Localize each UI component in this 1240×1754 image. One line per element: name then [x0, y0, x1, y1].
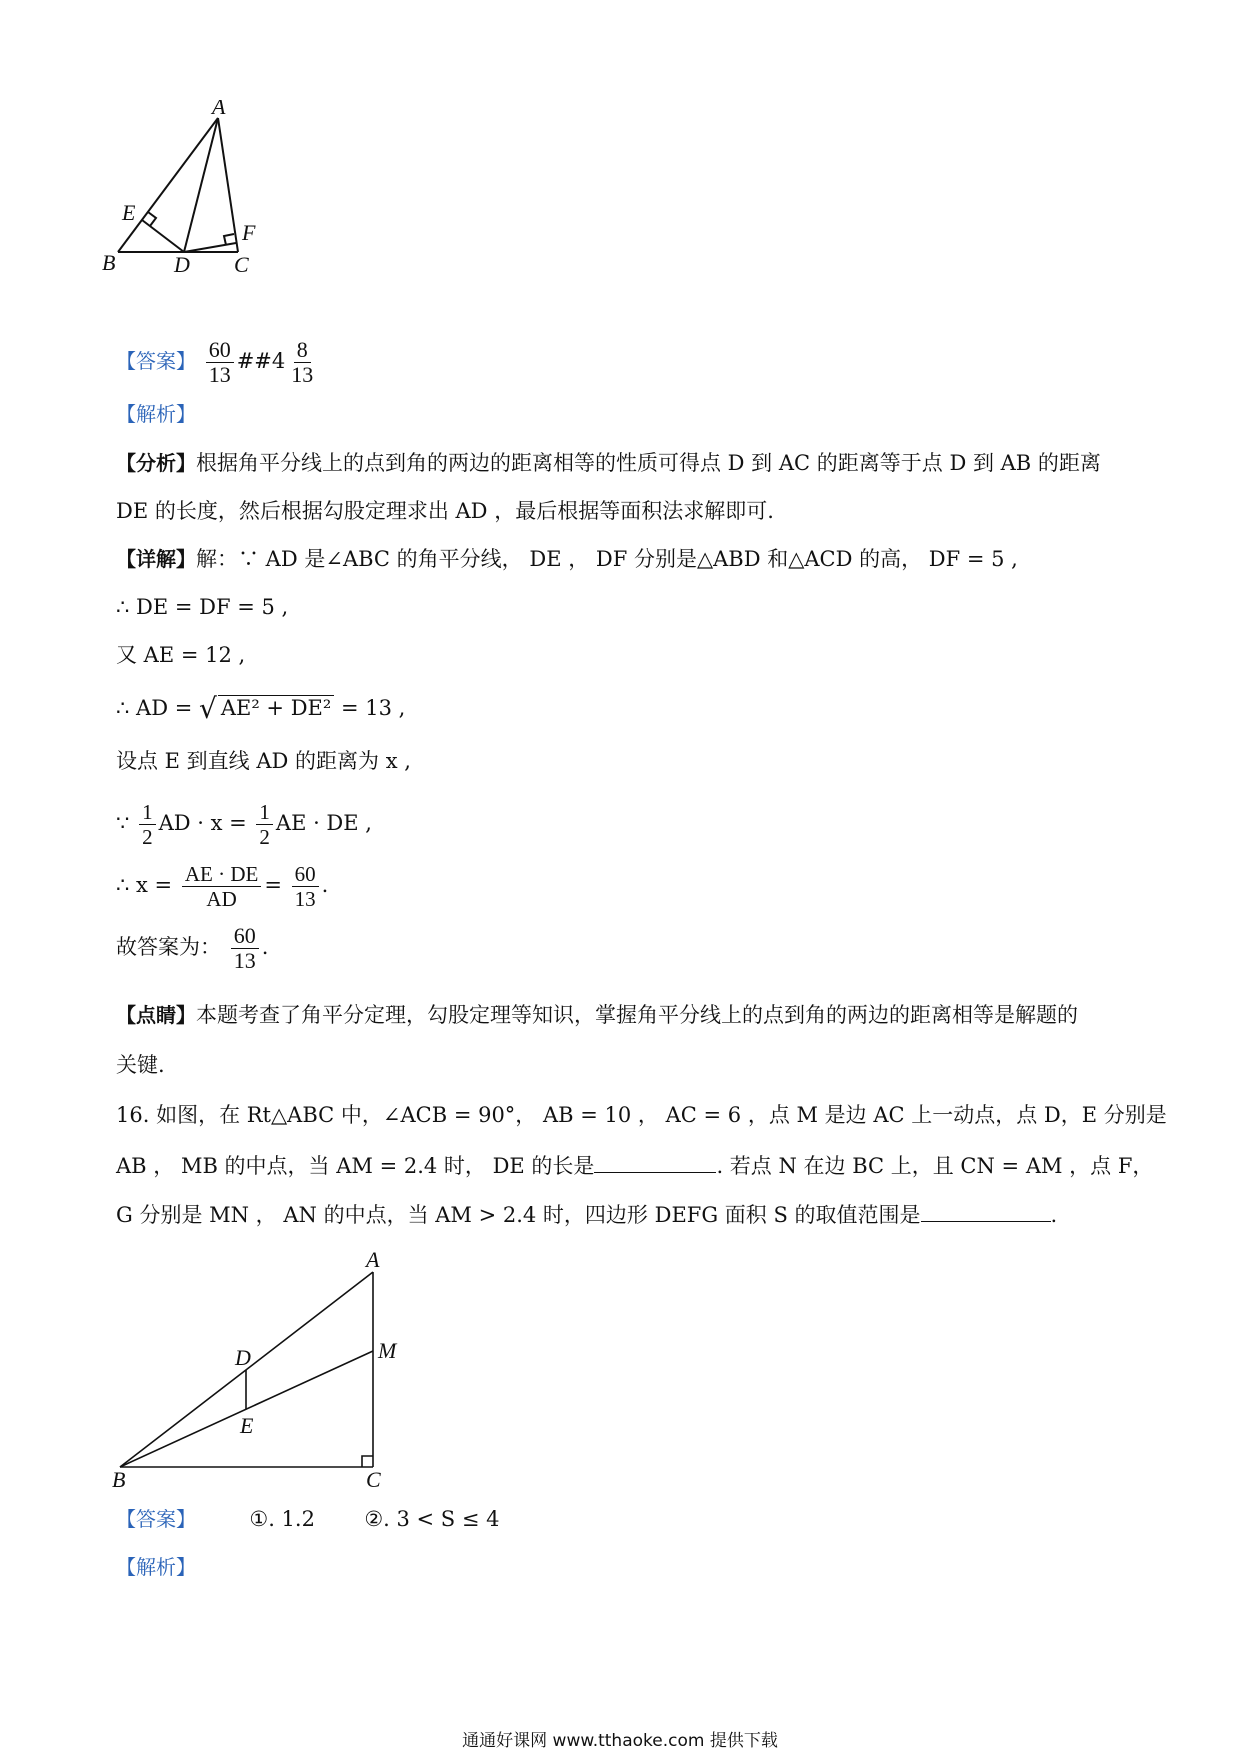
- answer-mixed-fraction: $\frac{8}{13}$: [291, 337, 314, 387]
- right-angle-mark-c: [362, 1456, 373, 1467]
- figure-triangle-abc-2: [100, 1245, 420, 1490]
- xiangjie-line-7: ∴ x = $\frac{AE \cdot DE}{AD}$ = $\frac{60}{13}$ .: [116, 862, 329, 911]
- figure-triangle-abc-1: [100, 100, 300, 310]
- analysis-tag: 【解析】: [116, 402, 196, 426]
- segment-ab: [118, 118, 218, 252]
- q16-line-3: G 分别是 MN ， AN 的中点，当 AM > 2.4 时，四边形 DEFG 面积 S 的取值范围是 .: [116, 1199, 1057, 1229]
- half-fraction: $\frac{1}{2}$: [139, 800, 156, 849]
- result-fraction: $\frac{60}{13}$: [292, 862, 319, 911]
- page-footer: 通通好课网 www.tthaoke.com 提供下载: [462, 1731, 778, 1751]
- answer-blank-2: [921, 1199, 1051, 1222]
- label-m: M: [378, 1338, 397, 1363]
- label-b: B: [112, 1467, 126, 1490]
- sqrt-radicand: AE² + DE²: [218, 695, 334, 720]
- xiangjie-line-6: ∵ $\frac{1}{2}$ AD · x = $\frac{1}{2}$ AE · DE ,: [116, 800, 372, 849]
- answer-tag: 【答案】: [116, 349, 196, 373]
- answer-2: 【答案】 ①. 1.2 ②. 3 < S ≤ 4: [116, 1507, 500, 1531]
- answer-part-1: ①. 1.2: [249, 1507, 315, 1531]
- fenxi-line-2: DE 的长度，然后根据勾股定理求出 AD ，最后根据等面积法求解即可.: [116, 499, 774, 523]
- segment-df: [184, 243, 236, 252]
- segment-ac: [218, 118, 238, 252]
- label-a: A: [212, 100, 226, 119]
- label-d: D: [174, 252, 190, 277]
- label-b: B: [102, 250, 116, 275]
- segment-de: [142, 220, 184, 252]
- q16-line-1: 16. 如图，在 Rt△ABC 中，∠ACB = 90°， AB = 10 ， AC = 6 ，点 M 是边 AC 上一动点，点 D，E 分别是: [116, 1103, 1167, 1127]
- x-fraction: $\frac{AE \cdot DE}{AD}$: [182, 862, 261, 911]
- xiangjie-line-8: 故答案为： $\frac{60}{13}$ .: [116, 923, 269, 973]
- answer-fraction: $\frac{60}{13}$: [206, 338, 234, 387]
- label-c: C: [366, 1467, 381, 1490]
- label-e: E: [240, 1413, 254, 1438]
- label-e: E: [122, 200, 136, 225]
- answer-part-2: ②. 3 < S ≤ 4: [364, 1507, 500, 1531]
- answer-blank-1: [594, 1150, 716, 1173]
- dianjing-line-2: 关键.: [116, 1053, 165, 1077]
- final-fraction: $\frac{60}{13}$: [231, 924, 259, 973]
- answer-1: [116, 338, 319, 387]
- segment-ad: [184, 118, 218, 252]
- half-fraction: $\frac{1}{2}$: [256, 800, 273, 849]
- xiangjie-line-4: ∴ AD = √ AE² + DE² = 13 ,: [116, 692, 406, 725]
- answer-separator: ##4: [236, 349, 286, 373]
- label-a: A: [366, 1247, 380, 1272]
- label-d: D: [235, 1345, 251, 1370]
- label-f: F: [242, 220, 256, 245]
- fenxi-line-1: 【分析】根据角平分线上的点到角的两边的距离相等的性质可得点 D 到 AC 的距离等于点 D 到 AB 的距离: [116, 451, 1101, 475]
- xiangjie-line-5: 设点 E 到直线 AD 的距离为 x ,: [116, 749, 411, 773]
- q16-line-2: AB ， MB 的中点，当 AM = 2.4 时， DE 的长是 . 若点 N 在边 BC 上，且 CN = AM ，点 F，: [116, 1150, 1153, 1180]
- dianjing-line-1: 【点睛】本题考查了角平分定理，勾股定理等知识，掌握角平分线上的点到角的两边的距离相等是解题的: [116, 1003, 1078, 1027]
- xiangjie-line-2: ∴ DE = DF = 5 ,: [116, 595, 289, 619]
- right-angle-mark-e: [148, 212, 156, 226]
- xiangjie-line-3: 又 AE = 12 ,: [116, 643, 246, 667]
- sqrt-icon: √: [199, 692, 217, 725]
- analysis-tag-2: 【解析】: [116, 1555, 196, 1579]
- label-c: C: [234, 252, 249, 277]
- xiangjie-line-1: 【详解】解：∵ AD 是∠ABC 的角平分线， DE ， DF 分别是△ABD 和△ACD 的高， DF = 5 ,: [116, 547, 1018, 571]
